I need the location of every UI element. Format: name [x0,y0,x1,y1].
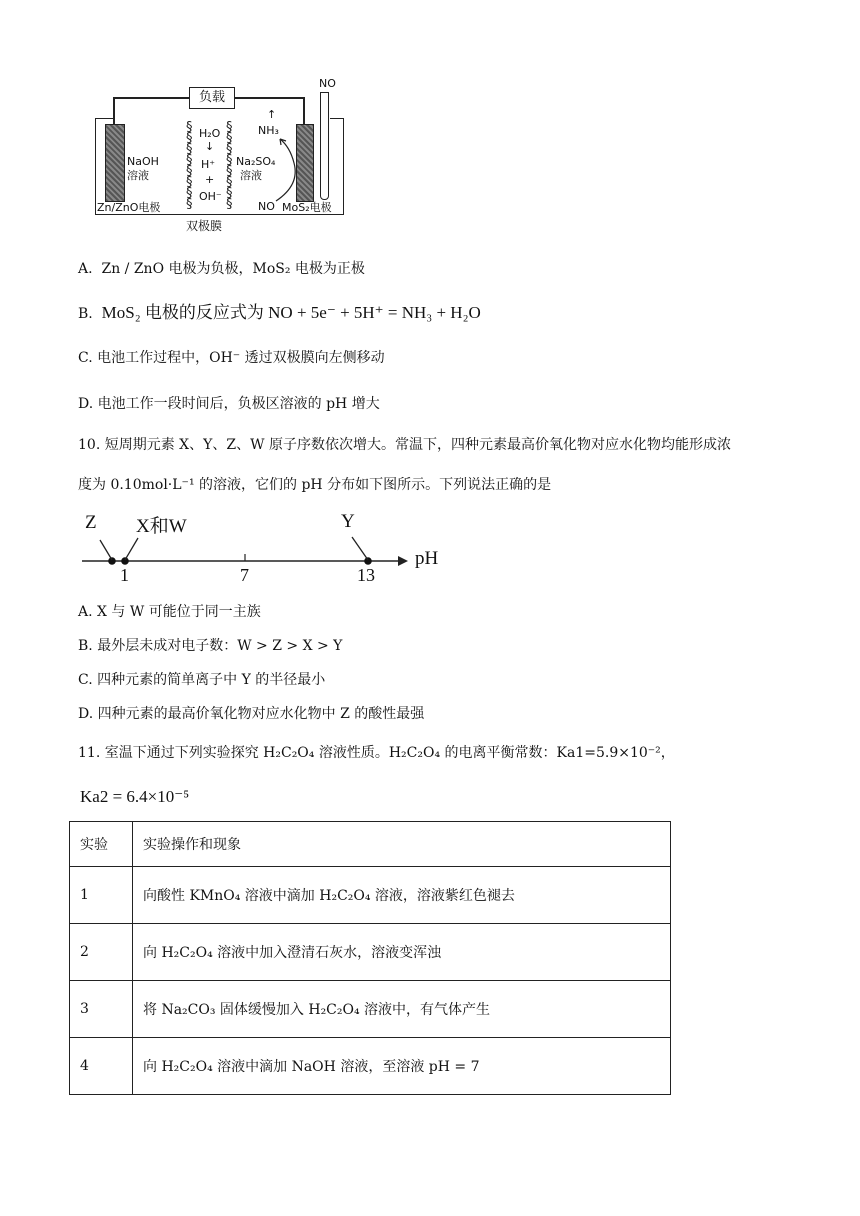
q9-option-a: A. Zn / ZnO 电极为负极，MoS₂ 电极为正极 [78,261,365,277]
no-inlet-tube [320,92,329,200]
naoh-solution-label: 溶液 [127,169,149,182]
q9-option-b: B. MoS₂ 电极的反应式为 NO + 5e⁻ + 5H⁺ = NH₃ + H₂O [78,303,481,322]
table-header-row [70,822,671,867]
h-plus-label: H⁺ [201,158,216,171]
table-row [70,924,671,981]
row-text: 将 Na₂CO₃ 固体缓慢加入 H₂C₂O₄ 溶液中，有气体产生 [133,981,671,1038]
row-number: 4 [70,1038,133,1095]
no-bottom-label: NO [258,200,275,213]
membrane-label: 双极膜 [186,219,223,233]
left-electrode-label: Zn/ZnO电极 [97,201,161,214]
q11-stem-line1: 11. 室温下通过下列实验探究 H₂C₂O₄ 溶液性质。H₂C₂O₄ 的电离平衡常数：Ka1=5.9×10⁻²， [78,745,675,761]
header-experiment: 实验 [70,822,133,867]
membrane-right-wave: § § § § § § § § [226,120,233,212]
pointer-y [352,537,368,560]
q9-option-c: C. 电池工作过程中，OH⁻ 透过双极膜向左侧移动 [78,350,385,366]
table-row [70,981,671,1038]
q9-option-d: D. 电池工作一段时间后，负极区溶液的 pH 增大 [78,396,380,412]
row-number: 1 [70,867,133,924]
nh3-label: NH₃ [258,124,279,137]
label-y: Y [341,511,355,532]
ph-axis-arrow-icon [398,556,408,566]
h2o-label: H₂O [199,127,221,140]
oh-minus-label: OH⁻ [199,190,222,203]
na2so4-label: Na₂SO₄ [236,155,276,168]
row-number: 2 [70,924,133,981]
axis-label-ph: pH [415,548,439,569]
no-top-label: NO [319,77,336,90]
tick-label-1: 1 [120,565,129,585]
label-z: Z [85,512,97,533]
tick-label-7: 7 [240,565,249,585]
membrane-left-wave: § § § § § § § § [186,120,193,212]
point-z [108,557,116,565]
pointer-xw [125,538,138,560]
header-operation: 实验操作和现象 [133,822,671,867]
zn-zno-electrode [105,124,125,202]
row-text: 向 H₂C₂O₄ 溶液中滴加 NaOH 溶液，至溶液 pH = 7 [133,1038,671,1095]
tick-label-13: 13 [357,565,375,585]
point-y [364,557,372,565]
q11-stem-line2: Ka2 = 6.4×10⁻⁵ [80,787,190,806]
row-text: 向酸性 KMnO₄ 溶液中滴加 H₂C₂O₄ 溶液，溶液紫红色褪去 [133,867,671,924]
table-row [70,1038,671,1095]
wire-top-left [113,97,190,99]
q10-stem-line2: 度为 0.10mol·L⁻¹ 的溶液，它们的 pH 分布如下图所示。下列说法正确的是 [78,477,552,493]
naoh-label: NaOH [127,155,159,168]
q10-option-b: B. 最外层未成对电子数：W > Z > X > Y [78,638,343,654]
cell-top-right [330,118,343,119]
row-number: 3 [70,981,133,1038]
q10-option-c: C. 四种元素的简单离子中 Y 的半径最小 [78,672,326,688]
na2so4-solution-label: 溶液 [240,169,262,182]
row-text: 向 H₂C₂O₄ 溶液中加入澄清石灰水，溶液变浑浊 [133,924,671,981]
right-electrode-label: MoS₂电极 [282,201,332,214]
cell-top-left [95,118,113,119]
point-xw [121,557,129,565]
up-arrow: ↑ [267,108,277,121]
table-row [70,867,671,924]
plus-label: + [205,173,215,186]
down-arrow: ↓ [205,140,215,153]
q10-option-a: A. X 与 W 可能位于同一主族 [78,604,261,620]
experiment-table [69,821,671,1095]
wire-top-right [233,97,304,99]
curved-arrow-icon [270,135,304,205]
q10-option-d: D. 四种元素的最高价氧化物对应水化物中 Z 的酸性最强 [78,706,425,722]
load-box: 负载 [189,87,235,109]
label-xw: X和W [136,516,187,537]
q10-stem-line1: 10. 短周期元素 X、Y、Z、W 原子序数依次增大。常温下，四种元素最高价氧化物对应水化物均能形成浓 [78,437,731,453]
pointer-z [100,540,112,560]
